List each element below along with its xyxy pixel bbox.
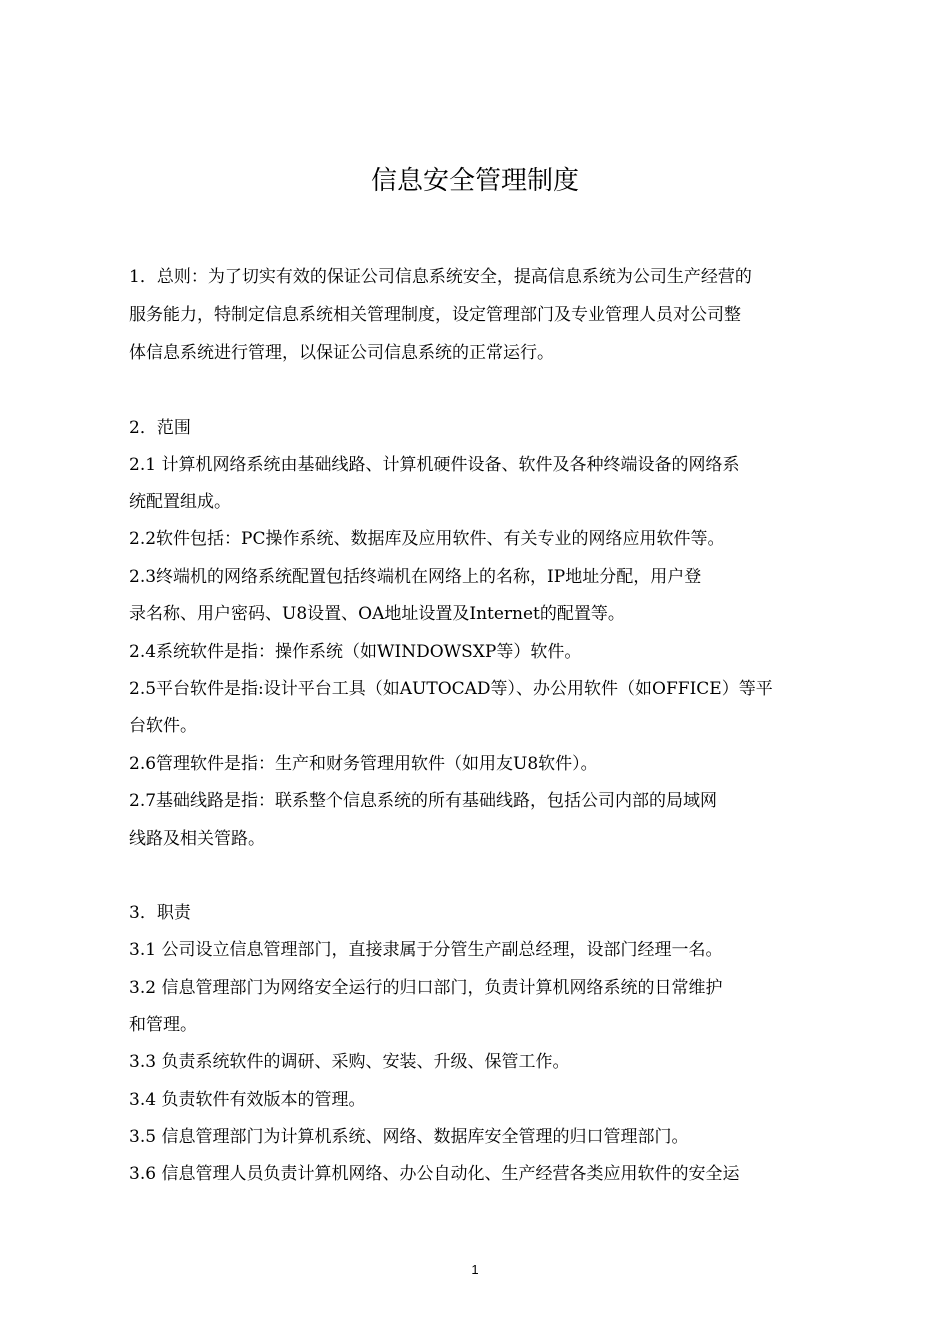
page-number: 1 — [471, 1262, 479, 1277]
section-3-1: 3.1 公司设立信息管理部门，直接隶属于分管生产副总经理，设部门经理一名。 — [129, 940, 723, 960]
section-2-3-line-2: 录名称、用户密码、U8设置、OA地址设置及Internet的配置等。 — [129, 604, 625, 624]
section-3-4: 3.4 负责软件有效版本的管理。 — [129, 1090, 366, 1110]
section-2-7-line-2: 线路及相关管路。 — [129, 829, 265, 849]
section-2-6: 2.6管理软件是指：生产和财务管理用软件（如用友U8软件）。 — [129, 754, 598, 774]
document-title: 信息安全管理制度 — [370, 166, 579, 196]
section-3-3: 3.3 负责系统软件的调研、采购、安装、升级、保管工作。 — [129, 1052, 570, 1072]
section-2-7-line-1: 2.7基础线路是指：联系整个信息系统的所有基础线路，包括公司内部的局域网 — [129, 791, 718, 811]
section-2-5-line-1: 2.5平台软件是指:设计平台工具（如AUTOCAD等）、办公用软件（如OFFICE）等平 — [129, 679, 773, 699]
section-2-2: 2.2软件包括：PC操作系统、数据库及应用软件、有关专业的网络应用软件等。 — [129, 529, 725, 549]
section-2-heading: 2．范围 — [129, 418, 191, 438]
section-2-3-line-1: 2.3终端机的网络系统配置包括终端机在网络上的名称，IP地址分配，用户登 — [129, 567, 702, 587]
section-3-2-line-2: 和管理。 — [129, 1015, 197, 1035]
section-3-6-line-1: 3.6 信息管理人员负责计算机网络、办公自动化、生产经营各类应用软件的安全运 — [129, 1164, 740, 1184]
section-3-5: 3.5 信息管理部门为计算机系统、网络、数据库安全管理的归口管理部门。 — [129, 1127, 689, 1147]
section-1-line-2: 服务能力，特制定信息系统相关管理制度，设定管理部门及专业管理人员对公司整 — [129, 305, 741, 325]
section-2-1-line-2: 统配置组成。 — [129, 492, 231, 512]
section-2-4: 2.4系统软件是指：操作系统（如WINDOWSXP等）软件。 — [129, 642, 582, 662]
section-3-2-line-1: 3.2 信息管理部门为网络安全运行的归口部门，负责计算机网络系统的日常维护 — [129, 978, 723, 998]
section-1-line-3: 体信息系统进行管理，以保证公司信息系统的正常运行。 — [129, 343, 554, 363]
section-2-5-line-2: 台软件。 — [129, 716, 197, 736]
section-1-line-1: 1．总则：为了切实有效的保证公司信息系统安全，提高信息系统为公司生产经营的 — [129, 267, 752, 287]
section-2-1-line-1: 2.1 计算机网络系统由基础线路、计算机硬件设备、软件及各种终端设备的网络系 — [129, 455, 740, 475]
section-3-heading: 3．职责 — [129, 903, 191, 923]
